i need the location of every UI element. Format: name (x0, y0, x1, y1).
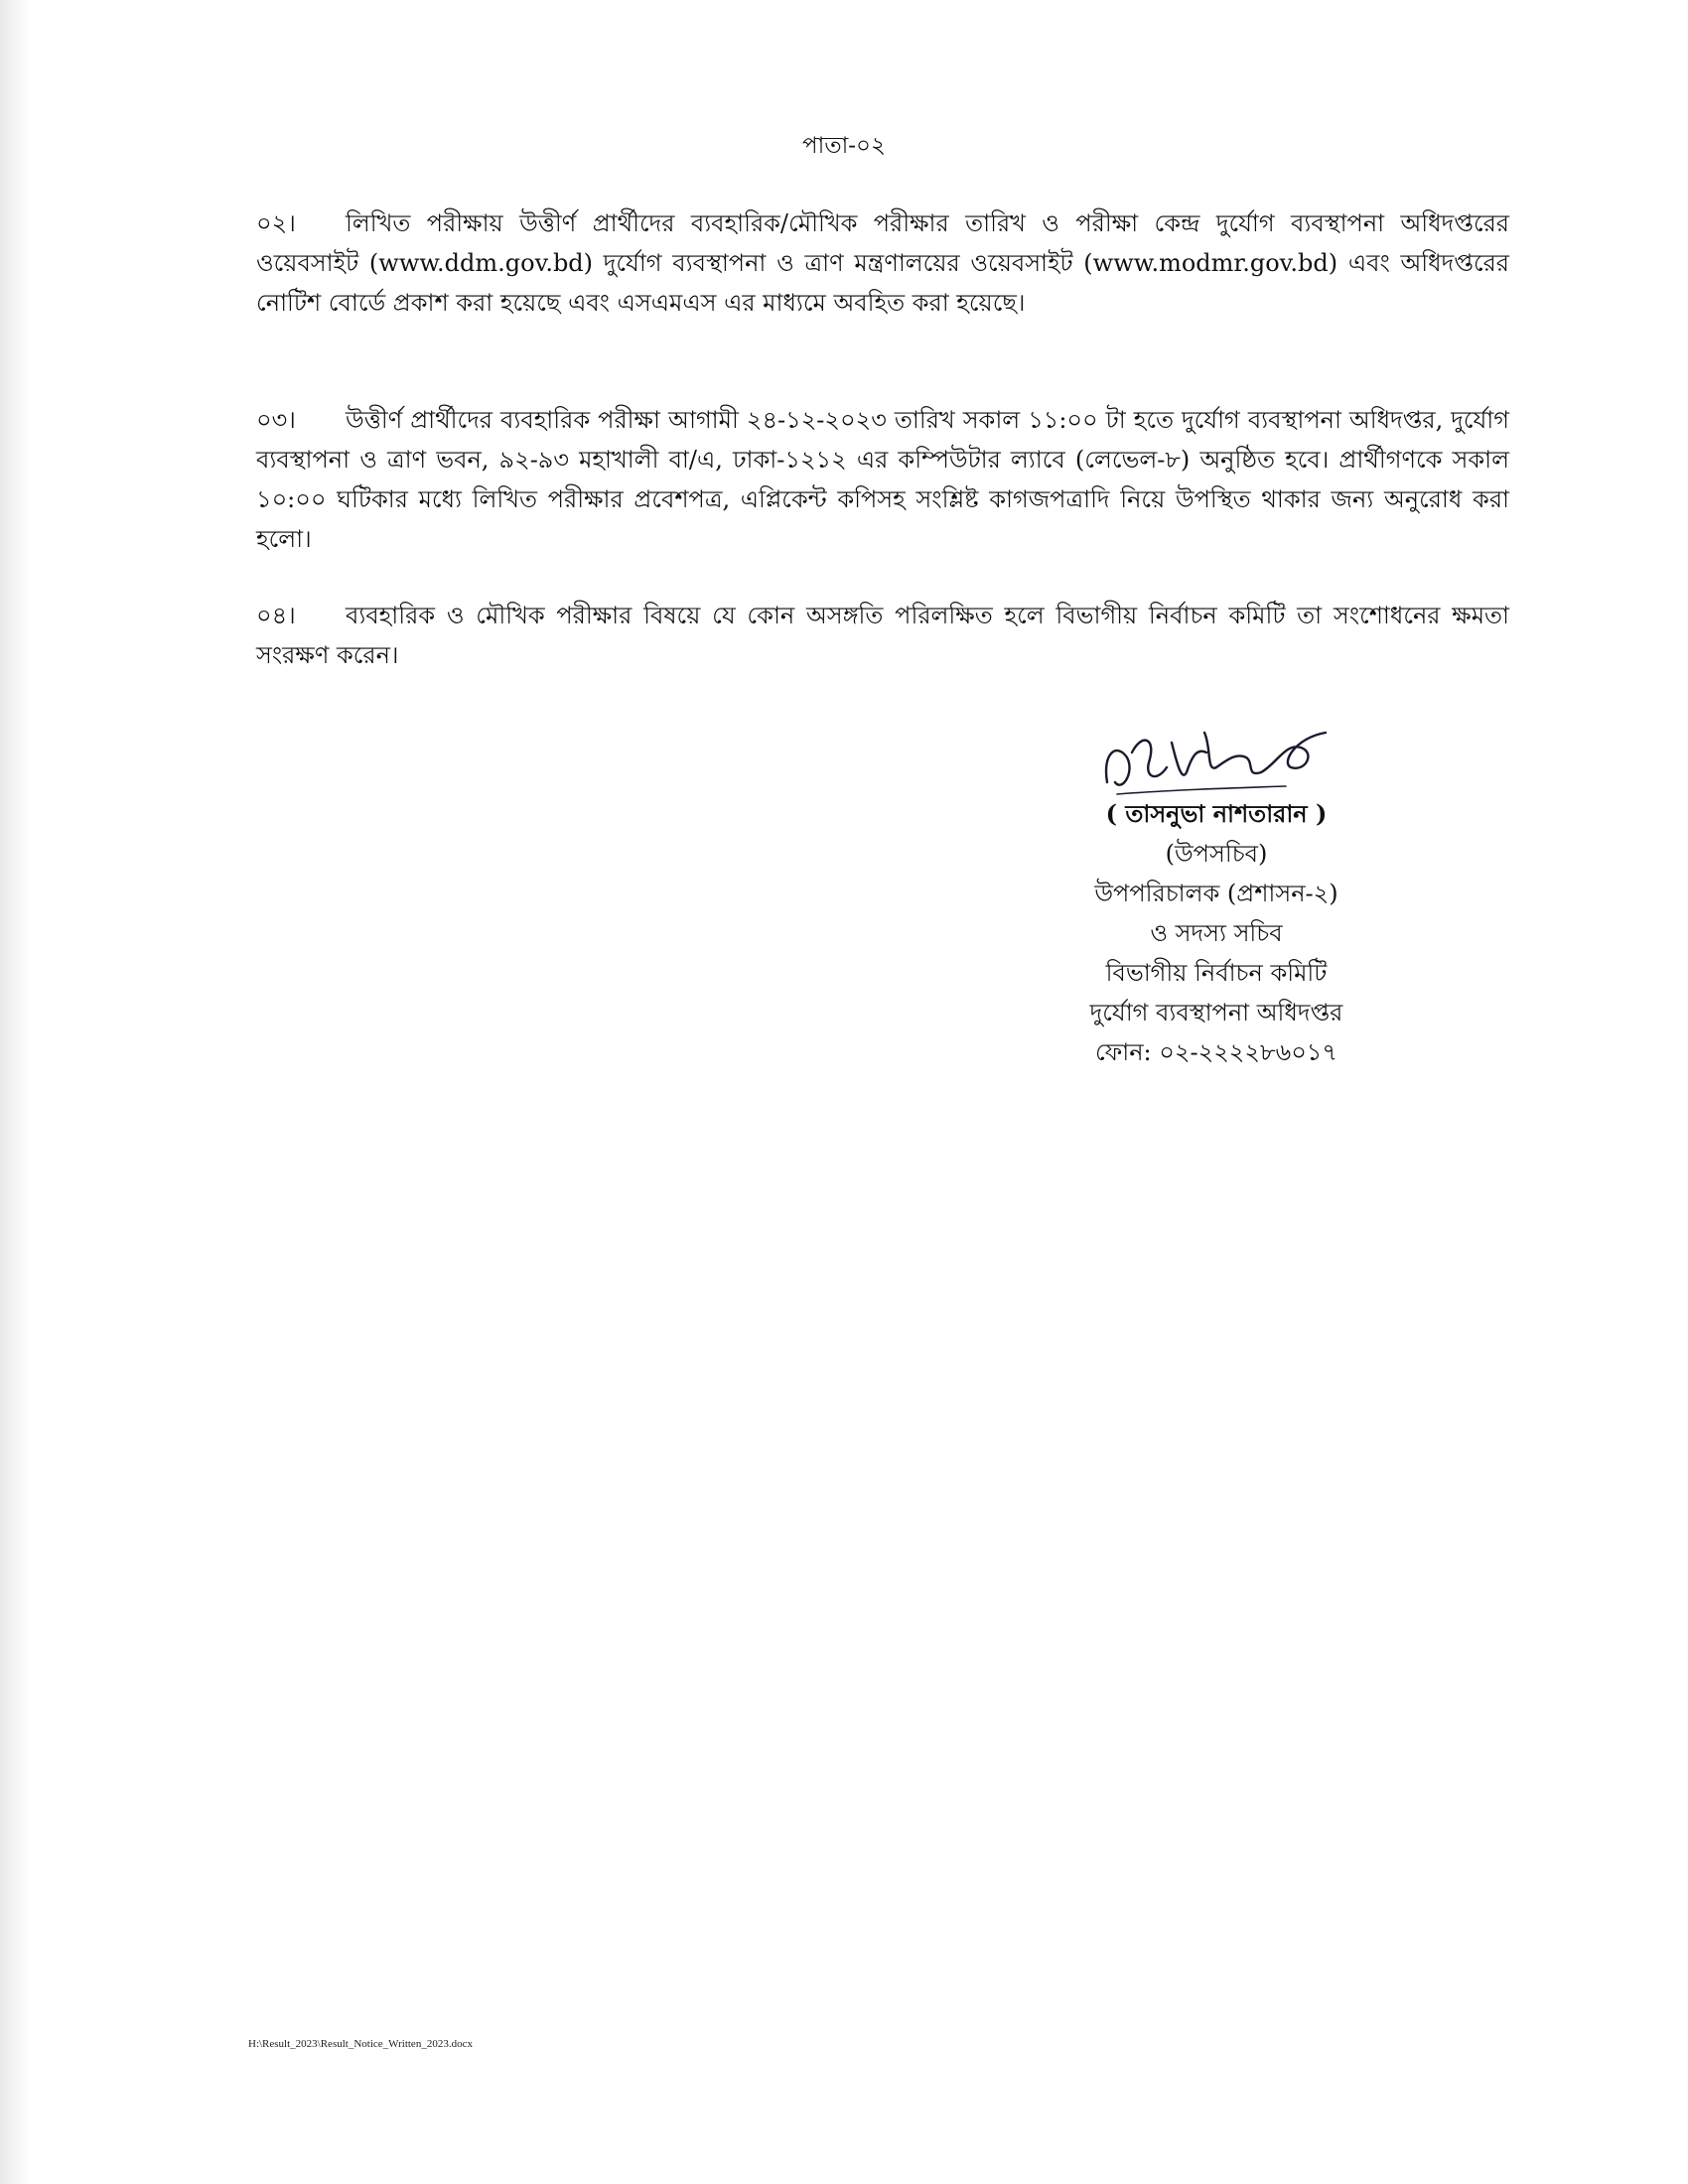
signatory-designation: উপপরিচালক (প্রশাসন-২) (1094, 880, 1338, 907)
paragraph-text: লিখিত পরীক্ষায় উত্তীর্ণ প্রার্থীদের ব্যবহারিক/মৌখিক পরীক্ষার তারিখ ও পরীক্ষা কেন্দ্র দুর্যোগ ব্যবস্থাপনা অধিদপ্তরের ওয়েবসাইট (www.ddm.gov.bd) দুর্যোগ ব্যবস্থাপনা ও ত্রাণ মন্ত্রণালয়ের ওয়েবসাইট (www.modmr.gov.bd) এবং অধিদপ্তরের নোটিশ বোর্ডে প্রকাশ করা হয়েছে এবং এসএমএস এর মাধ্যমে অবহিত করা হয়েছে। (256, 209, 1509, 317)
signatory-name: ( তাসনুভা নাশতারান ) (1105, 799, 1328, 828)
scan-edge (0, 0, 30, 2184)
paragraph-text: উত্তীর্ণ প্রার্থীদের ব্যবহারিক পরীক্ষা আগামী ২৪-১২-২০২৩ তারিখ সকাল ১১:০০ টা হতে দুর্যোগ ব্যবস্থাপনা অধিদপ্তর, দুর্যোগ ব্যবস্থাপনা ও ত্রাণ ভবন, ৯২-৯৩ মহাখালী বা/এ, ঢাকা-১২১২ এর কম্পিউটার ল্যাবে (লেভেল-৮) অনুষ্ঠিত হবে। প্রার্থীগণকে সকাল ১০:০০ ঘটিকার মধ্যে লিখিত পরীক্ষার প্রবেশপত্র, এপ্লিকেন্ট কপিসহ সংশ্লিষ্ট কাগজপত্রাদি নিয়ে উপস্থিত থাকার জন্য অনুরোধ করা হলো। (256, 406, 1509, 553)
signatory-role: ও সদস্য সচিব (1150, 919, 1283, 947)
signature-block (1033, 794, 1400, 1072)
paragraph-number: ০৪। (256, 602, 296, 629)
page-number: পাতা-০২ (802, 133, 886, 159)
paragraph-number: ০৩। (256, 406, 296, 434)
signatory-rank: (উপসচিব) (1165, 840, 1268, 868)
paragraph-02 (256, 204, 1509, 323)
paragraph-text: ব্যবহারিক ও মৌখিক পরীক্ষার বিষয়ে যে কোন অসঙ্গতি পরিলক্ষিত হলে বিভাগীয় নির্বাচন কমিটি তা সংশোধনের ক্ষমতা সংরক্ষণ করেন। (256, 602, 1509, 669)
paragraph-number: ০২। (256, 209, 296, 237)
signatory-committee: বিভাগীয় নির্বাচন কমিটি (1105, 959, 1328, 987)
footer-file-path: H:\Result_2023\Result_Notice_Written_2023.docx (248, 2038, 473, 2050)
paragraph-03 (256, 400, 1509, 559)
signatory-office: দুর্যোগ ব্যবস্থাপনা অধিদপ্তর (1089, 999, 1343, 1026)
paragraph-04 (256, 596, 1509, 675)
signatory-phone: ফোন: ০২-২২২২৮৬০১৭ (1095, 1038, 1337, 1066)
